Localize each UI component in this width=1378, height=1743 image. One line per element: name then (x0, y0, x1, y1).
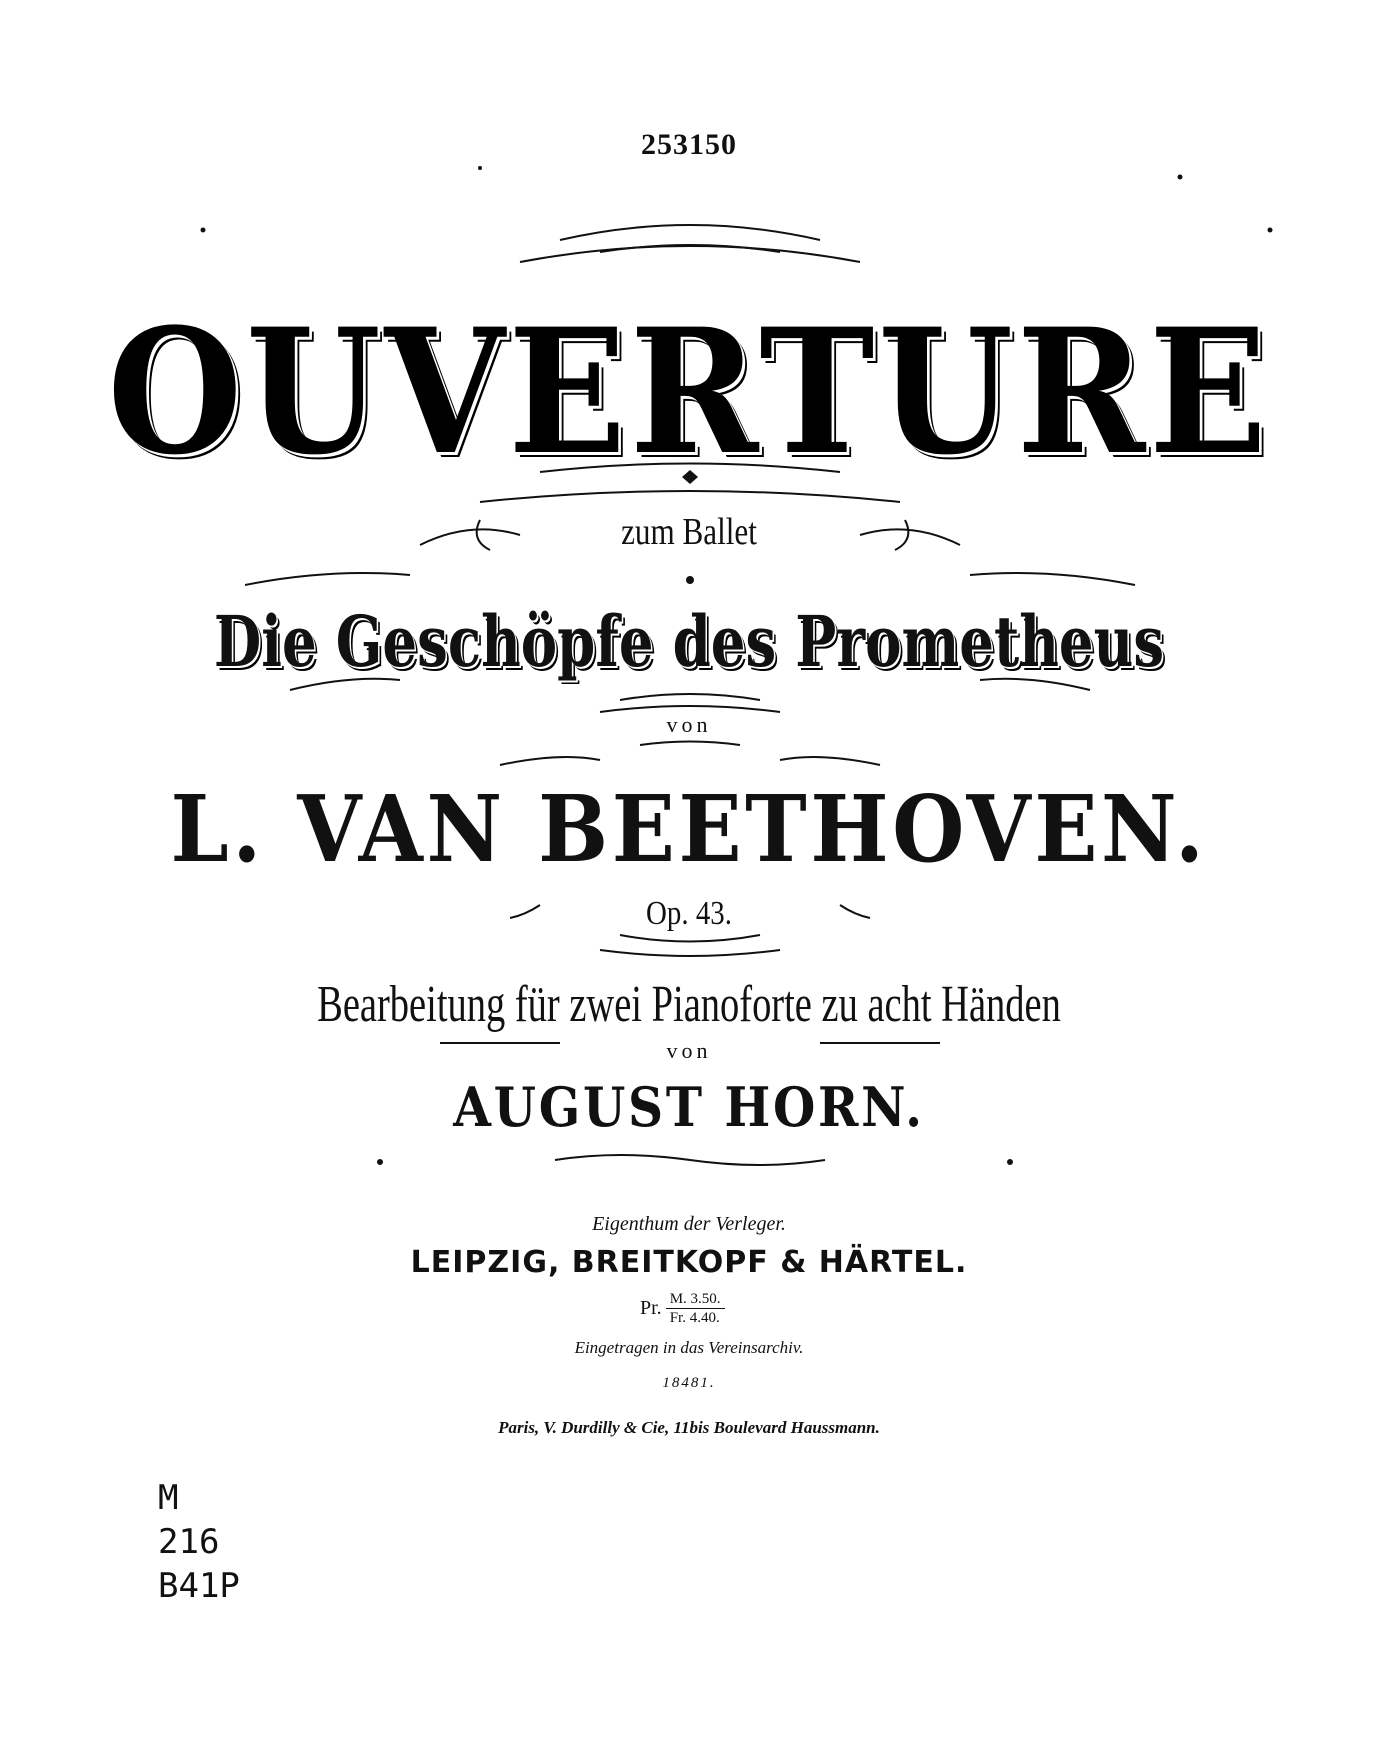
library-call-number (158, 1476, 240, 1608)
price-label: Pr. (640, 1297, 662, 1319)
call-number-line: B41P (158, 1566, 240, 1606)
by-label-composer: von (666, 712, 712, 737)
price-fraction (666, 1290, 725, 1327)
title-overture: OUVERTURE (107, 290, 1271, 493)
arrangement-description: Bearbeitung für zwei Pianoforte zu acht Händen (317, 976, 1061, 1033)
work-title: Die Geschöpfe des Prometheus (213, 600, 1165, 683)
plate-number: 18481. (662, 1375, 716, 1391)
composer-name: L. VAN BEETHOVEN. (170, 775, 1208, 883)
call-number-line: 216 (158, 1522, 220, 1562)
by-label-arranger: von (666, 1038, 712, 1063)
ownership-note: Eigenthum der Verleger. (592, 1213, 786, 1235)
registration-note: Eingetragen in das Vereinsarchiv. (574, 1338, 804, 1357)
price-mark: M. 3.50. (666, 1290, 725, 1309)
subtitle: zum Ballet (621, 511, 757, 553)
paris-agent: Paris, V. Durdilly & Cie, 11bis Boulevard Haussmann. (498, 1418, 880, 1437)
price-block (640, 1290, 725, 1327)
publisher: LEIPZIG, BREITKOPF & HÄRTEL. (410, 1245, 968, 1280)
call-number-line: M (158, 1478, 179, 1518)
catalog-number: 253150 (641, 128, 737, 161)
price-franc: Fr. 4.40. (669, 1310, 720, 1326)
opus-number: Op. 43. (646, 895, 732, 932)
arranger-name: AUGUST HORN. (453, 1075, 925, 1139)
